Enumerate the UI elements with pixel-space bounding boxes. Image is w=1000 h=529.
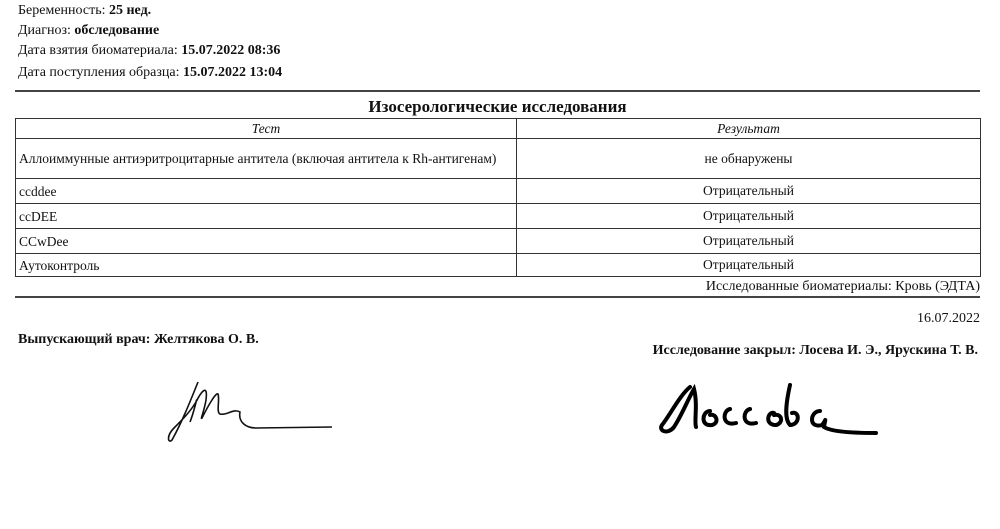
pregnancy-label: Беременность: (18, 3, 106, 18)
sample-date-line (18, 41, 280, 60)
sample-date-label: Дата взятия биоматериала: (18, 43, 178, 58)
test-result: Отрицательный (517, 229, 981, 254)
table-row (16, 254, 981, 277)
test-name: CCwDee (16, 229, 517, 254)
sample-date-value: 15.07.2022 08:36 (181, 43, 281, 58)
report-date: 16.07.2022 (917, 311, 980, 326)
test-result: Отрицательный (517, 254, 981, 277)
received-date-line (18, 63, 282, 82)
test-name: Аллоиммунные антиэритроцитарные антитела (включая антитела к Rh-антигенам) (16, 139, 517, 179)
received-date-label: Дата поступления образца: (18, 65, 180, 80)
diagnosis-label: Диагноз: (18, 23, 71, 38)
test-name: ccDEE (16, 204, 517, 229)
closed-by: Исследование закрыл: Лосева И. Э., Ярускина Т. В. (652, 343, 978, 358)
test-result: не обнаружены (517, 139, 981, 179)
table-row (16, 204, 981, 229)
table-row (16, 179, 981, 204)
diagnosis-line (18, 21, 159, 40)
table-header (16, 119, 981, 139)
test-name: ccddee (16, 179, 517, 204)
test-result: Отрицательный (517, 179, 981, 204)
bottom-divider (15, 296, 980, 298)
doctor-signature (160, 372, 340, 447)
column-header-test: Тест (16, 119, 517, 139)
pregnancy-value: 25 нед. (108, 3, 152, 18)
column-header-result: Результат (517, 119, 981, 139)
test-name: Аутоконтроль (16, 254, 517, 277)
issuing-doctor: Выпускающий врач: Желтякова О. В. (18, 332, 259, 347)
diagnosis-value: обследование (74, 23, 160, 38)
top-divider (15, 90, 980, 92)
closer-signature (650, 375, 890, 445)
results-table (15, 118, 981, 277)
table-row (16, 229, 981, 254)
section-title: Изосерологические исследования (368, 97, 627, 116)
table-row (16, 139, 981, 179)
biomaterials-note: Исследованные биоматериалы: Кровь (ЭДТА) (705, 279, 980, 294)
pregnancy-line (18, 1, 151, 20)
test-result: Отрицательный (517, 204, 981, 229)
received-date-value: 15.07.2022 13:04 (182, 65, 283, 80)
